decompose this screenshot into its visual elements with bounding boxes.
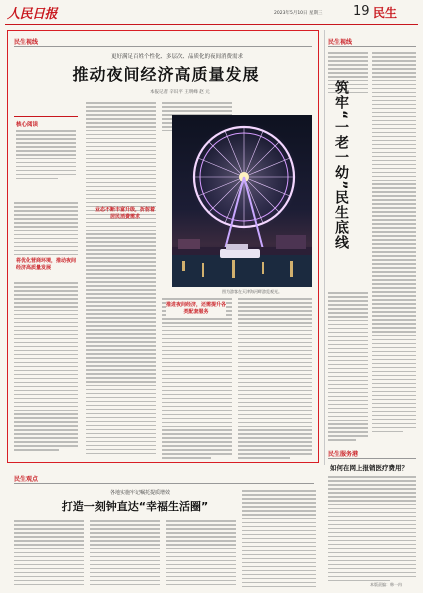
lead-subhead-1: 将优化营商环境，推动夜间经济高质量发展 <box>16 258 77 271</box>
masthead-rule <box>5 24 418 25</box>
service-body-text <box>328 476 416 584</box>
bottom-body-col1 <box>14 520 84 588</box>
lead-label-rule <box>14 46 312 47</box>
lead-body-col1b <box>14 282 78 453</box>
lead-byline: 本报记者 辛识平 王明峰 赵 元 <box>150 90 210 95</box>
bottom-headline: 打造一刻钟直达“幸福生活圈” <box>61 500 209 513</box>
bottom-label-rule <box>14 483 314 484</box>
page-footer-note: 本版责编：韩一冉 <box>370 582 402 587</box>
core-reading-label: 核心阅读 <box>16 122 39 128</box>
photo-caption: 图为游客在天津海河畔游览观光。 <box>222 289 282 294</box>
core-reading-text <box>16 130 76 182</box>
right-body-text-a <box>372 52 416 435</box>
right-label-rule <box>328 46 416 47</box>
lead-subhead-3: 推进夜间经济，还需提升各类配套服务 <box>166 302 227 315</box>
bottom-body-col4 <box>242 490 316 590</box>
ferris-wheel-photo <box>172 115 312 287</box>
page-number: 19 <box>353 4 370 19</box>
bottom-kicker: 各地实施牢记嘱托提质增效 <box>109 490 170 496</box>
lead-headline: 推动夜间经济高质量发展 <box>72 65 260 84</box>
lead-kicker: 更好满足百姓个性化、多层次、品质化的夜间消费需求 <box>110 54 243 60</box>
masthead <box>0 0 423 28</box>
lead-body-col1 <box>14 202 78 258</box>
bottom-body-col2 <box>90 520 160 588</box>
lead-body-col4 <box>238 298 312 461</box>
lead-body-col3-bottom <box>162 298 232 461</box>
service-column-label: 民生服务港 <box>328 451 359 458</box>
right-column-label: 民生视线 <box>328 39 353 46</box>
service-label-rule <box>328 458 416 459</box>
issue-date: 2023年5月10日 星期三 <box>274 11 323 16</box>
section-name: 民生 <box>373 6 398 20</box>
lead-body-col2 <box>86 102 156 457</box>
service-headline: 如何在网上报销医疗费用？ <box>330 464 408 472</box>
right-body-text-b <box>328 292 368 443</box>
ferris-wheel-illustration <box>172 115 312 287</box>
lead-subhead-2: 业态不断丰富升级，折射着居民消费需求 <box>94 207 155 220</box>
right-column-divider <box>324 30 325 465</box>
core-reading-box <box>14 116 78 197</box>
newspaper-logo: 人民日报 <box>7 7 58 22</box>
bottom-column-label: 民生观点 <box>14 476 39 483</box>
right-vertical-headline: 筑牢“一老一幼”民生底线 <box>333 80 349 251</box>
bottom-body-col3 <box>166 520 236 588</box>
lead-column-label: 民生视线 <box>14 39 39 46</box>
